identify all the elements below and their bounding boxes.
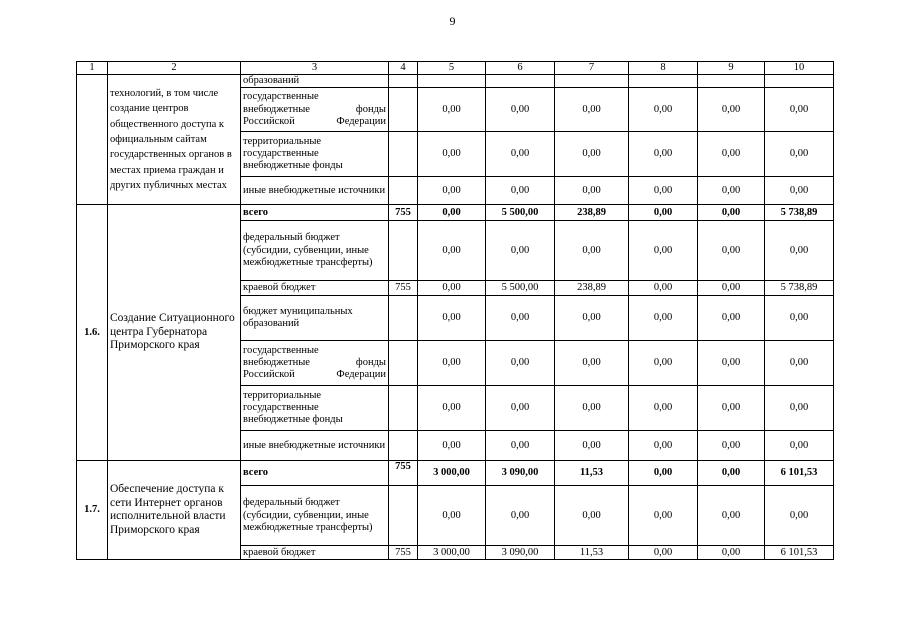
header-cell: 6 [486,62,555,75]
value-cell: 0,00 [555,296,629,341]
value-cell: 5 500,00 [486,281,555,296]
funding-source: всего [241,205,389,221]
value-cell: 6 101,53 [765,461,834,486]
funding-source: территориальные государственные внебюджетные фонды [241,386,389,431]
value-cell: 5 500,00 [486,205,555,221]
code-cell [389,486,418,546]
item-number-cell: 1.6. [77,205,108,461]
funding-source: краевой бюджет [241,546,389,560]
value-cell: 0,00 [629,486,698,546]
value-cell: 0,00 [418,486,486,546]
value-cell: 0,00 [418,221,486,281]
funding-source: бюджет муниципальных образований [241,296,389,341]
header-cell: 10 [765,62,834,75]
value-cell: 0,00 [555,88,629,132]
value-cell: 0,00 [555,486,629,546]
value-cell: 0,00 [486,431,555,461]
value-cell: 11,53 [555,546,629,560]
value-cell: 0,00 [698,341,765,386]
value-cell: 0,00 [629,341,698,386]
value-cell: 0,00 [418,281,486,296]
value-cell: 0,00 [418,88,486,132]
value-cell [629,75,698,88]
item-description: Обеспечение доступа к сети Интернет органов исполнительной власти Приморского края [108,461,241,560]
value-cell: 0,00 [555,132,629,177]
value-cell: 6 101,53 [765,546,834,560]
value-cell: 0,00 [765,486,834,546]
header-cell: 2 [108,62,241,75]
value-cell: 0,00 [765,431,834,461]
code-cell: 755 [389,281,418,296]
code-cell [389,431,418,461]
value-cell: 0,00 [555,386,629,431]
value-cell: 5 738,89 [765,205,834,221]
funding-source: образований [241,75,389,88]
code-cell [389,75,418,88]
value-cell: 0,00 [698,205,765,221]
value-cell: 0,00 [486,341,555,386]
value-cell [555,75,629,88]
header-cell: 3 [241,62,389,75]
value-cell: 0,00 [765,386,834,431]
code-cell: 755 [389,461,418,486]
value-cell: 0,00 [486,296,555,341]
value-cell [418,75,486,88]
value-cell: 0,00 [555,341,629,386]
item-description: Создание Ситуационного центра Губернатора Приморского края [108,205,241,461]
value-cell: 0,00 [698,546,765,560]
value-cell: 0,00 [698,296,765,341]
budget-table [76,61,834,560]
table-row [77,205,834,221]
value-cell: 0,00 [418,177,486,205]
funding-source: государственные внебюджетные фонды Российской Федерации [241,88,389,132]
header-cell: 5 [418,62,486,75]
value-cell: 0,00 [486,177,555,205]
value-cell: 0,00 [698,132,765,177]
value-cell: 0,00 [698,221,765,281]
value-cell [765,75,834,88]
header-cell: 7 [555,62,629,75]
value-cell: 0,00 [765,177,834,205]
value-cell: 0,00 [486,88,555,132]
value-cell: 0,00 [629,132,698,177]
code-cell [389,341,418,386]
funding-source: федеральный бюджет (субсидии, субвенции, иные межбюджетные трансферты) [241,221,389,281]
funding-source: краевой бюджет [241,281,389,296]
value-cell: 0,00 [418,132,486,177]
value-cell: 0,00 [765,88,834,132]
page-number: 9 [449,14,456,28]
value-cell: 0,00 [629,546,698,560]
value-cell: 0,00 [418,431,486,461]
header-cell: 9 [698,62,765,75]
value-cell: 0,00 [486,221,555,281]
value-cell: 0,00 [629,296,698,341]
code-cell [389,221,418,281]
value-cell: 0,00 [555,177,629,205]
value-cell: 0,00 [418,296,486,341]
value-cell: 0,00 [418,386,486,431]
value-cell: 0,00 [629,205,698,221]
item-number-cell: 1.7. [77,461,108,560]
funding-source: иные внебюджетные источники [241,177,389,205]
value-cell: 0,00 [698,461,765,486]
value-cell [698,75,765,88]
code-cell [389,386,418,431]
funding-source: государственные внебюджетные фонды Российской Федерации [241,341,389,386]
value-cell: 5 738,89 [765,281,834,296]
value-cell: 3 090,00 [486,461,555,486]
value-cell: 0,00 [765,132,834,177]
value-cell: 0,00 [698,486,765,546]
value-cell: 3 000,00 [418,461,486,486]
column-number-header [77,62,834,75]
value-cell: 0,00 [629,177,698,205]
value-cell: 0,00 [765,341,834,386]
header-cell: 1 [77,62,108,75]
value-cell: 0,00 [486,132,555,177]
value-cell: 0,00 [698,177,765,205]
value-cell: 0,00 [486,386,555,431]
value-cell: 0,00 [418,205,486,221]
code-cell: 755 [389,205,418,221]
value-cell: 0,00 [698,88,765,132]
code-cell [389,177,418,205]
value-cell: 0,00 [629,431,698,461]
funding-source: федеральный бюджет (субсидии, субвенции, иные межбюджетные трансферты) [241,486,389,546]
value-cell: 238,89 [555,205,629,221]
value-cell: 238,89 [555,281,629,296]
value-cell: 0,00 [486,486,555,546]
table-row [77,461,834,486]
value-cell: 0,00 [629,461,698,486]
value-cell: 3 090,00 [486,546,555,560]
item-description: технологий, в том числе создание центров общественного доступа к официальным сайтам государственных органов в местах приема граждан и других публичных местах [108,75,241,205]
funding-source: иные внебюджетные источники [241,431,389,461]
value-cell: 0,00 [629,88,698,132]
item-number-cell [77,75,108,205]
value-cell: 0,00 [555,221,629,281]
value-cell: 0,00 [698,386,765,431]
value-cell: 0,00 [629,386,698,431]
value-cell: 0,00 [698,431,765,461]
value-cell: 0,00 [698,281,765,296]
value-cell [486,75,555,88]
value-cell: 11,53 [555,461,629,486]
value-cell: 0,00 [629,281,698,296]
code-cell: 755 [389,546,418,560]
value-cell: 0,00 [418,341,486,386]
value-cell: 0,00 [555,431,629,461]
value-cell: 0,00 [765,221,834,281]
value-cell: 0,00 [765,296,834,341]
funding-source: всего [241,461,389,486]
header-cell: 4 [389,62,418,75]
code-cell [389,296,418,341]
header-cell: 8 [629,62,698,75]
table-row [77,75,834,88]
funding-source: территориальные государственные внебюджетные фонды [241,132,389,177]
code-cell [389,88,418,132]
value-cell: 0,00 [629,221,698,281]
value-cell: 3 000,00 [418,546,486,560]
code-cell [389,132,418,177]
